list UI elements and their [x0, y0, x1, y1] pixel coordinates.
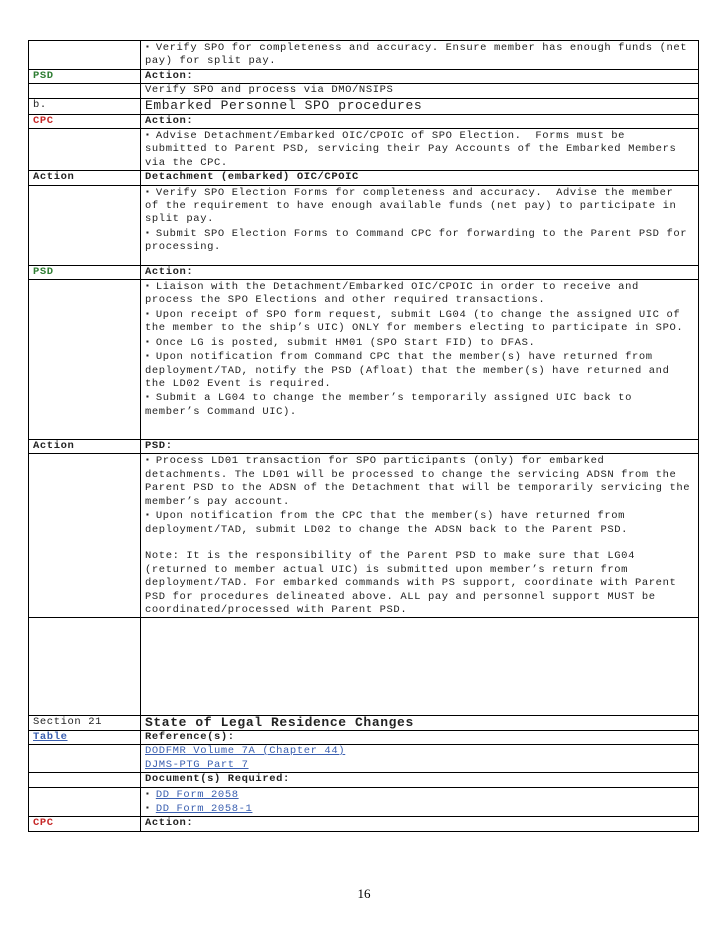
table-row	[29, 745, 699, 773]
bullet-item: ▪ Verify SPO Election Forms for completeness and accuracy. Advise the member of the requirement to have enough available funds (net pay) to participate in split pay.	[145, 186, 694, 227]
table-row	[29, 41, 699, 70]
row-label-cell	[29, 745, 141, 773]
row-label: PSD	[33, 69, 54, 82]
table-row	[29, 787, 699, 817]
row-content-cell	[141, 730, 699, 744]
row-content-cell	[141, 185, 699, 265]
table-row	[29, 716, 699, 730]
table-row	[29, 730, 699, 744]
row-label-cell	[29, 440, 141, 454]
field-heading: Reference(s):	[145, 730, 235, 743]
reference-link	[145, 759, 694, 772]
row-label: CPC	[33, 817, 54, 830]
table-row	[29, 454, 699, 618]
row-label-cell	[29, 716, 141, 730]
row-label-cell	[29, 265, 141, 279]
table-row	[29, 185, 699, 265]
row-label-cell	[29, 171, 141, 185]
row-label: Action	[33, 171, 75, 184]
document-link[interactable]: DJMS-PTG Part 7	[145, 758, 249, 771]
field-heading: PSD:	[145, 440, 173, 453]
row-content-cell	[141, 98, 699, 114]
spacer	[145, 537, 694, 550]
field-heading: Action:	[145, 817, 194, 830]
section-heading: Embarked Personnel SPO procedures	[145, 97, 423, 113]
table-row	[29, 171, 699, 185]
row-content-cell	[141, 817, 699, 831]
row-label: Action	[33, 440, 75, 453]
document-page	[28, 40, 698, 832]
row-content-cell	[141, 716, 699, 730]
row-content-cell	[141, 787, 699, 817]
note-text: Note: It is the responsibility of the Parent PSD to make sure that LG04 (returned to member actual UIC) is submitted upon member’s return from deployment/TAD. For embarked commands with PS support, coordinate with Parent PSD for procedures delineated above. ALL pay and personnel support MUST be coordinated/processed with Parent PSD.	[145, 550, 684, 616]
field-heading: Document(s) Required:	[145, 773, 290, 786]
table-row	[29, 618, 699, 716]
document-link[interactable]: DD Form 2058-1	[155, 802, 253, 815]
row-label-cell	[29, 114, 141, 128]
reference-link	[145, 745, 694, 758]
row-label-cell	[29, 69, 141, 83]
row-content-cell	[141, 454, 699, 618]
row-label: Section 21	[33, 716, 103, 729]
row-label-cell	[29, 773, 141, 787]
row-content-cell	[141, 265, 699, 279]
row-label-cell	[29, 280, 141, 440]
row-label-cell	[29, 454, 141, 618]
bullet-item: ▪ Submit SPO Election Forms to Command CPC for forwarding to the Parent PSD for processing.	[145, 227, 694, 255]
page-number: 16	[357, 886, 371, 901]
field-heading: Detachment (embarked) OIC/CPOIC	[145, 171, 359, 184]
row-label-cell	[29, 618, 141, 716]
row-content-cell	[141, 114, 699, 128]
table-row	[29, 98, 699, 114]
row-label-cell	[29, 84, 141, 98]
field-heading: Action:	[145, 69, 194, 82]
row-content-cell	[141, 129, 699, 171]
field-heading: Action:	[145, 265, 194, 278]
bullet-item: ▪ Submit a LG04 to change the member’s temporarily assigned UIC back to member’s Command UIC).	[145, 391, 694, 419]
table-row	[29, 84, 699, 98]
table-row	[29, 817, 699, 831]
row-label-cell	[29, 817, 141, 831]
bullet-item: ▪ Advise Detachment/Embarked OIC/CPOIC of SPO Election. Forms must be submitted to Parent PSD, servicing their Pay Accounts of the Embarked Members via the CPC.	[145, 129, 694, 170]
table-row	[29, 773, 699, 787]
table-row	[29, 129, 699, 171]
section-title: State of Legal Residence Changes	[145, 715, 414, 731]
table-row	[29, 114, 699, 128]
row-content-cell	[141, 84, 699, 98]
row-content-cell	[141, 773, 699, 787]
row-label-cell	[29, 730, 141, 744]
row-content-cell	[141, 171, 699, 185]
bullet-item: ▪ Upon receipt of SPO form request, submit LG04 (to change the assigned UIC of the member to the ship’s UIC) ONLY for members electing to participate in SPO.	[145, 308, 694, 336]
table-row	[29, 265, 699, 279]
cell-text: Verify SPO and process via DMO/NSIPS	[145, 84, 394, 97]
row-label: PSD	[33, 265, 54, 278]
table-row	[29, 69, 699, 83]
bullet-item: ▪ Once LG is posted, submit HM01 (SPO Start FID) to DFAS.	[145, 336, 694, 350]
row-content-cell	[141, 618, 699, 716]
row-content-cell	[141, 440, 699, 454]
table-row	[29, 440, 699, 454]
table-row	[29, 280, 699, 440]
row-content-cell	[141, 69, 699, 83]
row-content-cell	[141, 280, 699, 440]
row-content-cell	[141, 745, 699, 773]
bullet-item: ▪ Process LD01 transaction for SPO participants (only) for embarked detachments. The LD01 will be processed to change the servicing ADSN from the Parent PSD to the ADSN of the Detachment that will be temporarily servicing the member’s pay account.	[145, 454, 694, 509]
row-label-cell	[29, 185, 141, 265]
field-heading: Action:	[145, 114, 194, 127]
row-label-cell	[29, 41, 141, 70]
bullet-item: ▪ Verify SPO for completeness and accuracy. Ensure member has enough funds (net pay) for split pay.	[145, 41, 694, 69]
document-link-item	[145, 802, 694, 816]
document-link-item	[145, 788, 694, 802]
row-label-cell	[29, 129, 141, 171]
document-link[interactable]: DODFMR Volume 7A (Chapter 44)	[145, 745, 346, 758]
bullet-item: ▪ Upon notification from Command CPC that the member(s) have returned from deployment/TAD, notify the PSD (Afloat) that the member(s) have returned and the LD02 Event is required.	[145, 350, 694, 391]
document-link[interactable]: DD Form 2058	[155, 788, 239, 801]
row-label[interactable]: Table	[33, 730, 68, 743]
bullet-item: ▪ Liaison with the Detachment/Embarked OIC/CPOIC in order to receive and process the SPO Elections and other required transactions.	[145, 280, 694, 308]
row-content-cell	[141, 41, 699, 70]
row-label: CPC	[33, 114, 54, 127]
row-label: b.	[33, 98, 47, 111]
procedure-table	[28, 40, 699, 832]
bullet-item: ▪ Upon notification from the CPC that the member(s) have returned from deployment/TAD, submit LD02 to change the ADSN back to the Parent PSD.	[145, 509, 694, 537]
row-label-cell	[29, 787, 141, 817]
row-label-cell	[29, 98, 141, 114]
